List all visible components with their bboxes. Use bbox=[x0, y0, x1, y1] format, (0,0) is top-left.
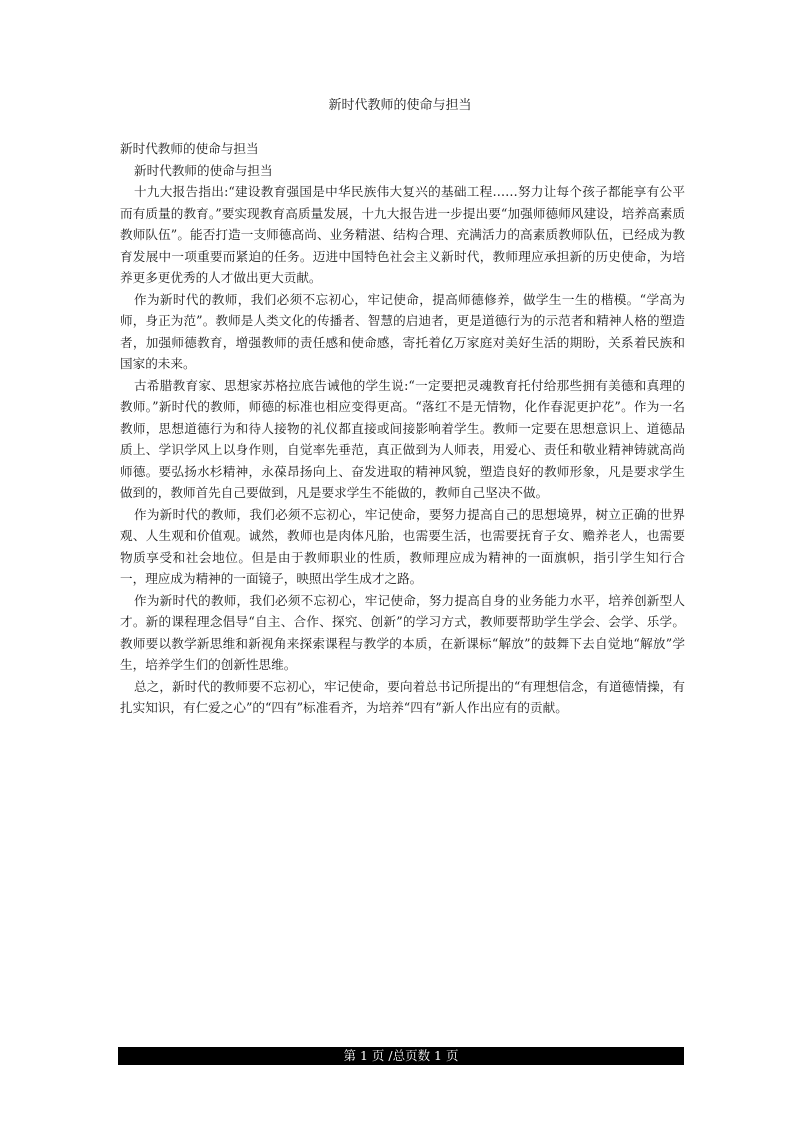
heading-line-1: 新时代教师的使命与担当 bbox=[120, 141, 259, 156]
paragraph: 作为新时代的教师，我们必须不忘初心，牢记使命，努力提高自身的业务能力水平，培养创新型人才。新的课程理念倡导“自主、合作、探究、创新”的学习方式，教师要帮助学生学会、会学、乐学。教师要以教学新思维和新视角来探索课程与教学的本质，在新课标“解放”的鼓舞下去自觉地“解放”学生，培养学生们的创新性思维。 bbox=[120, 592, 685, 672]
paragraph: 作为新时代的教师，我们必须不忘初心，牢记使命，要努力提高自己的思想境界，树立正确的世界观、人生观和价值观。诚然，教师也是肉体凡胎，也需要生活，也需要抚育子女、赡养老人，也需要物质享受和社会地位。但是由于教师职业的性质，教师理应成为精神的一面旗帜，指引学生知行合一，理应成为精神的一面镜子，映照出学生成才之路。 bbox=[120, 506, 685, 586]
paragraph: 总之，新时代的教师要不忘初心，牢记使命，要向着总书记所提出的“有理想信念，有道德情操，有扎实知识，有仁爱之心”的“四有”标准看齐，为培养“四有”新人作出应有的贡献。 bbox=[120, 678, 685, 715]
page-number-text: 第 1 页 /总页数 1 页 bbox=[343, 1048, 459, 1063]
heading-line-2: 新时代教师的使命与担当 bbox=[134, 162, 273, 178]
paragraph: 作为新时代的教师，我们必须不忘初心，牢记使命，提高师德修养，做学生一生的楷模。“学高为师，身正为范”。教师是人类文化的传播者、智慧的启迪者，更是道德行为的示范者和精神人格的塑造者，加强师德教育，增强教师的责任感和使命感，寄托着亿万家庭对美好生活的期盼，关系着民族和国家的未来。 bbox=[120, 291, 685, 371]
paragraph: 古希腊教育家、思想家苏格拉底告诫他的学生说:“一定要把灵魂教育托付给那些拥有美德和真理的教师。”新时代的教师，师德的标准也相应变得更高。“落红不是无情物，化作春泥更护花”。作为一名教师，思想道德行为和待人接物的礼仪都直接或间接影响着学生。教师一定要在思想意识上、道德品质上、学识学风上以身作则，自觉率先垂范，真正做到为人师表，用爱心、责任和敬业精神铸就高尚师德。要弘扬水杉精神，永葆昂扬向上、奋发进取的精神风貌，塑造良好的教师形象，凡是要求学生做到的，教师首先自己要做到，凡是要求学生不能做的，教师自己坚决不做。 bbox=[120, 377, 685, 500]
document-body bbox=[120, 138, 685, 719]
document-title: 新时代教师的使命与担当 bbox=[328, 98, 472, 113]
paragraph: 十九大报告指出:“建设教育强国是中华民族伟大复兴的基础工程……努力让每个孩子都能享有公平而有质量的教育。”要实现教育高质量发展，十九大报告进一步提出要“加强师德师风建设，培养高素质教师队伍”。能否打造一支师德高尚、业务精湛、结构合理、充满活力的高素质教师队伍，已经成为教育发展中一项重要而紧迫的任务。迈进中国特色社会主义新时代，教师理应承担新的历史使命，为培养更多更优秀的人才做出更大贡献。 bbox=[120, 184, 685, 285]
page-footer bbox=[118, 1047, 684, 1065]
